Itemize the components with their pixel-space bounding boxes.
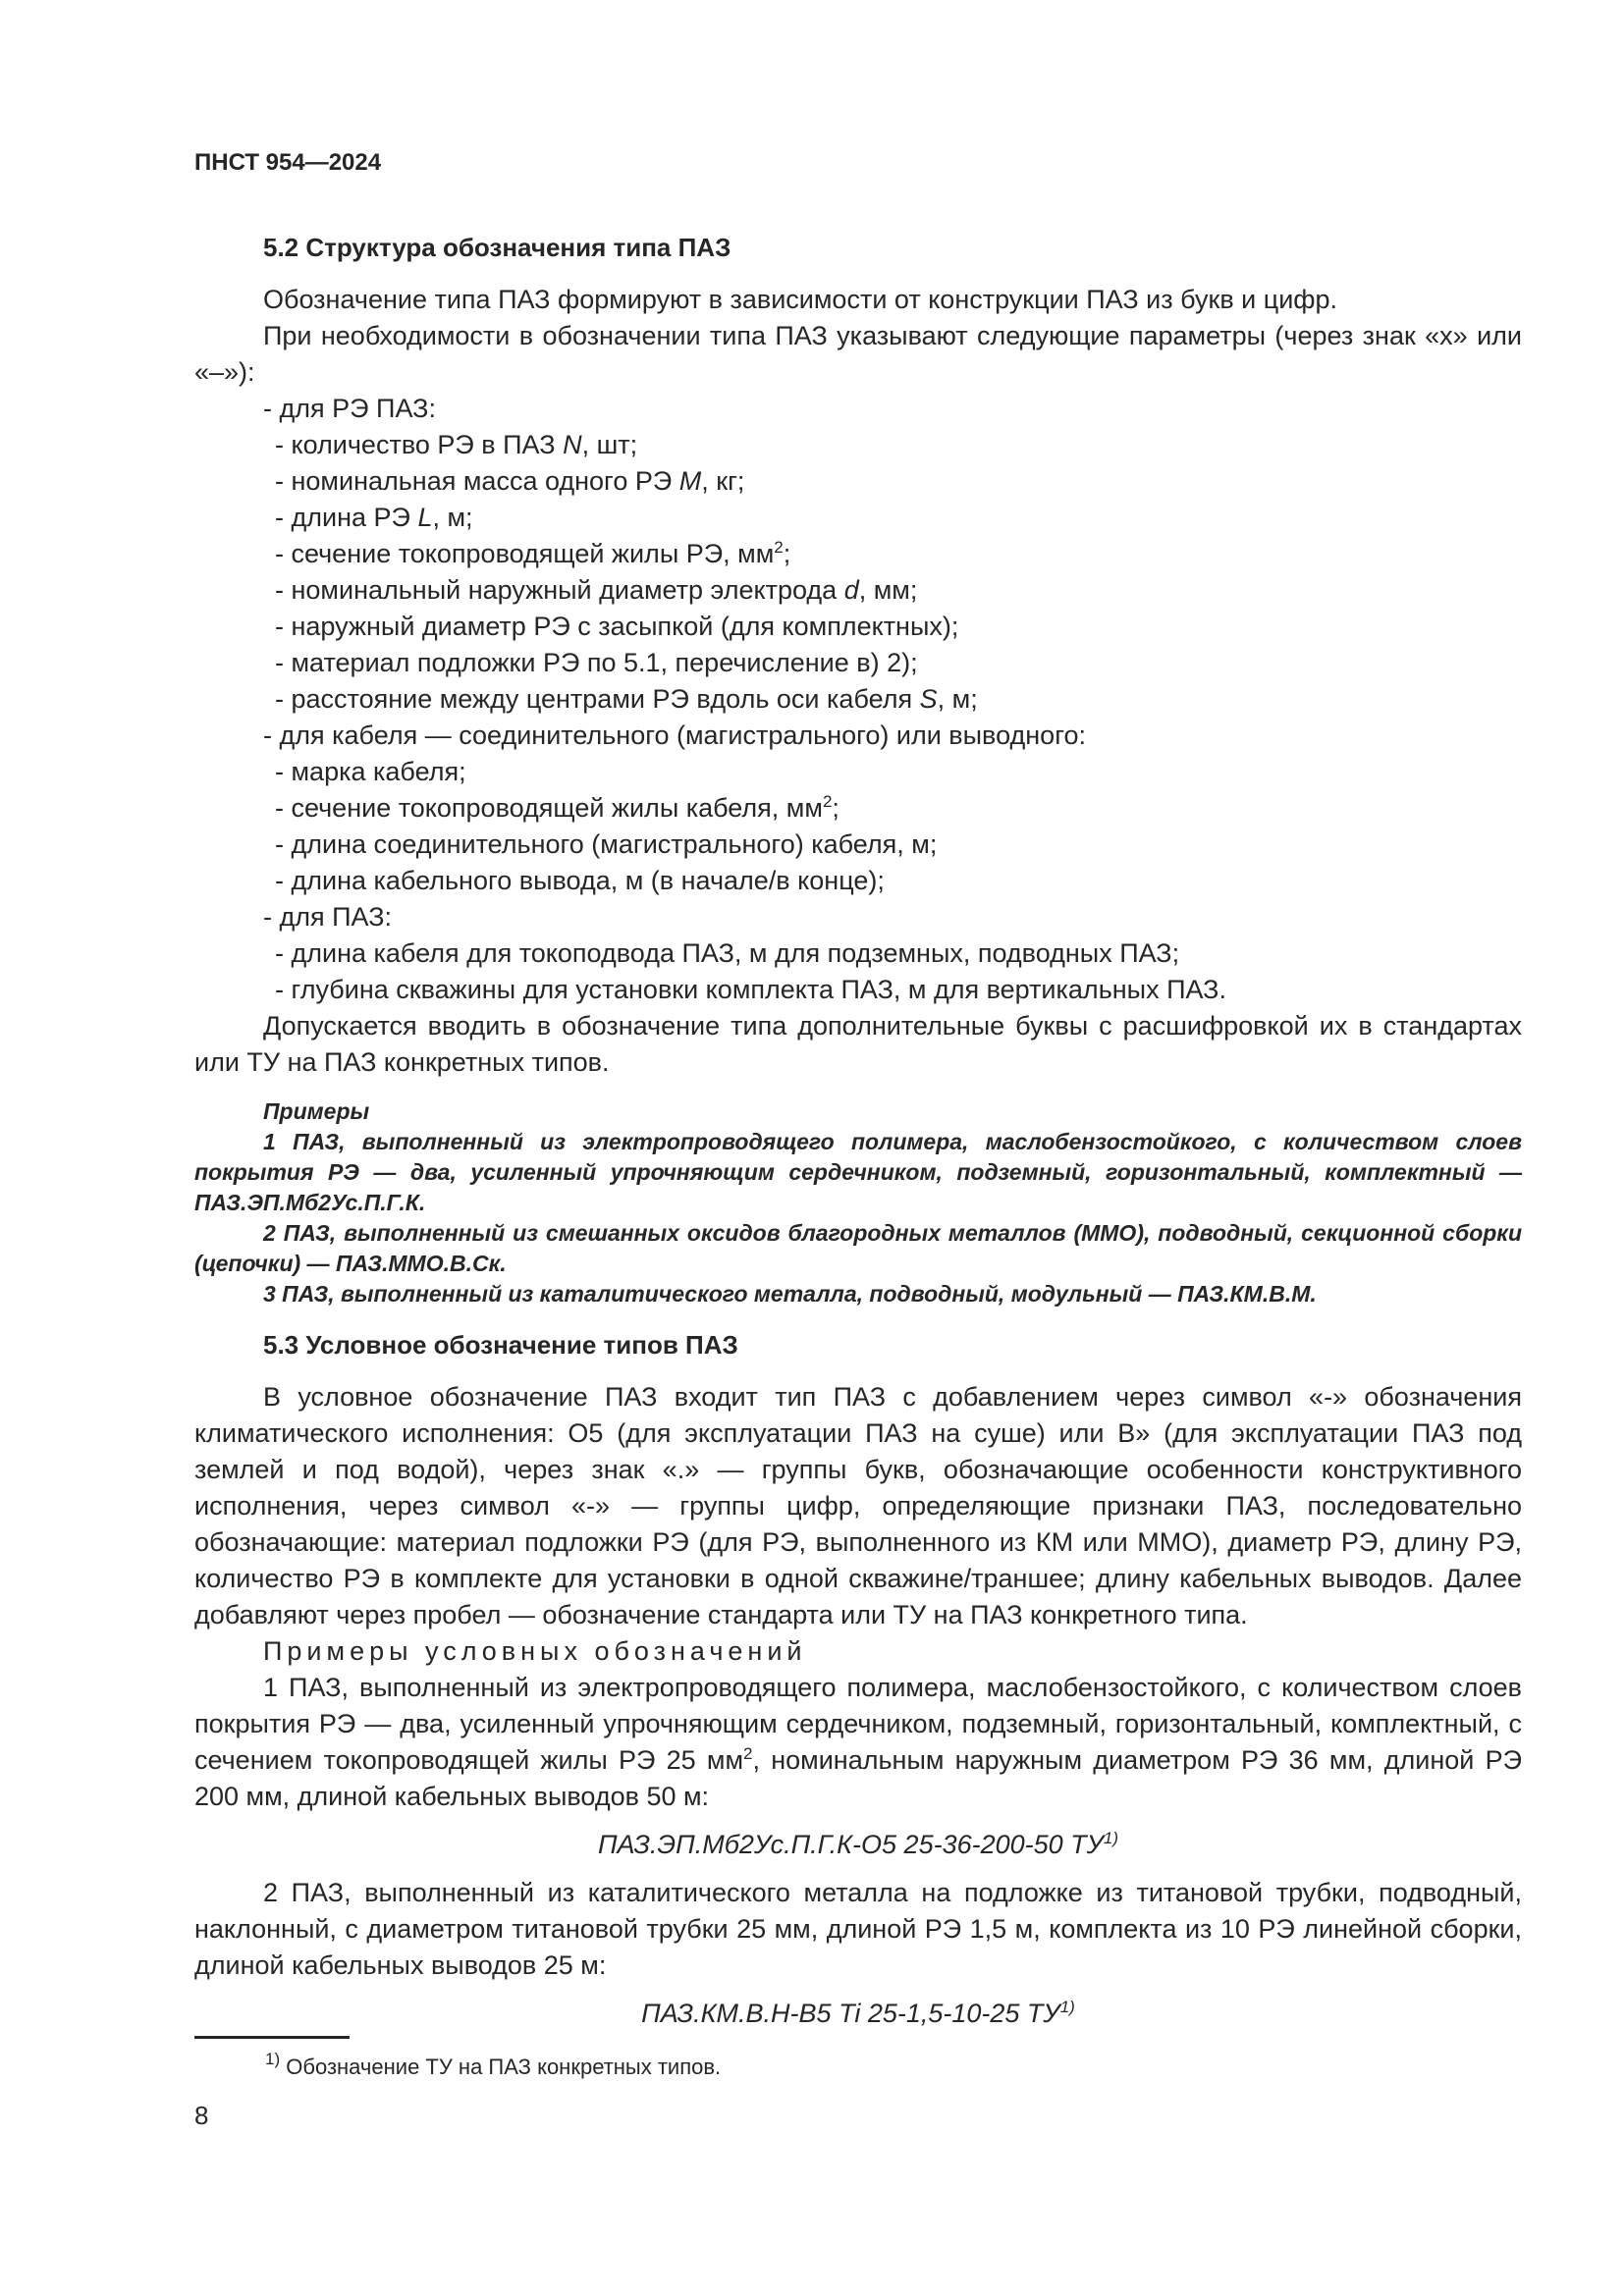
list-item: - сечение токопроводящей жилы кабеля, $мм^2$;: [275, 792, 839, 823]
section-5-3-para-1: В условное обозначение ПАЗ входит тип ПАЗ с добавлением через символ «-» обозначения климатического исполнения: О5 (для эксплуатации ПАЗ на суше) или В» (для эксплуатации ПАЗ под землей и под водой), через знак «.» — группы букв, обозначающие особенности конструктивного исполнения, через символ «-» — группы цифр, определяющие признаки ПАЗ, последовательно обозначающие: материал подложки РЭ (для РЭ, выполненного из КМ или ММО), диаметр РЭ, длину РЭ, количество РЭ в комплекте для установки в одной скважине/траншее; длину кабельных выводов. Далее добавляют через пробел — обозначение стандарта или ТУ на ПАЗ конкретного типа.: [194, 1382, 1522, 1629]
section-5-3: [194, 1327, 1522, 2032]
list-item: - сечение токопроводящей жилы РЭ, $мм^2$;: [275, 538, 791, 568]
paz-list-item: - длина кабеля для токоподвода ПАЗ, м для подземных, подводных ПАЗ;: [275, 938, 1180, 968]
paz-list-header: - для ПАЗ:: [263, 902, 393, 932]
conventional-examples-label: Примеры условных обозначений: [263, 1636, 807, 1666]
section-5-2: [194, 230, 1522, 1309]
cable-list-header: - для кабеля — соединительного (магистрального) или выводного:: [263, 721, 1086, 750]
section-5-2-title: 5.2 Структура обозначения типа ПАЗ: [263, 233, 731, 262]
list-item: - длина РЭ L, м;: [275, 503, 473, 532]
re-list-header: - для РЭ ПАЗ:: [263, 394, 436, 423]
conventional-example-1: 1 ПАЗ, выполненный из электропроводящего полимера, маслобензостойкого, с количеством слоев покрытия РЭ — два, усиленный упрочняющим сердечником, подземный, горизонтальный, комплектный, с сечением токопроводящей жилы РЭ 25 $мм^2$, номинальным наружным диаметром РЭ 36 мм, длиной РЭ 200 мм, длиной кабельных выводов 50 м:: [194, 1673, 1522, 1811]
example-item: 2 ПАЗ, выполненный из смешанных оксидов благородных металлов (ММО), подводный, секционной сборки (цепочки) — ПАЗ.ММО.В.Ск.: [194, 1220, 1522, 1276]
list-item: - марка кабеля;: [275, 757, 466, 786]
list-item: - материал подложки РЭ по 5.1, перечисление в) 2);: [275, 648, 918, 677]
formula-1: ПАЗ.ЭП.Мб2Ус.П.Г.К-О5 25-36-200-50 ТУ$^{1)}$: [597, 1829, 1119, 1859]
section-5-2-para-1: Обозначение типа ПАЗ формируют в зависимости от конструкции ПАЗ из букв и цифр.: [263, 285, 1338, 314]
section-5-3-title: 5.3 Условное обозначение типов ПАЗ: [263, 1330, 738, 1360]
section-5-2-para-2: При необходимости в обозначении типа ПАЗ указывают следующие параметры (через знак «х» или «–»):: [194, 321, 1522, 387]
example-item: 3 ПАЗ, выполненный из каталитического металла, подводный, модульный — ПАЗ.КМ.В.М.: [263, 1281, 1317, 1307]
re-list: [194, 427, 1522, 718]
document-header: ПНСТ 954—2024: [194, 149, 382, 176]
formula-2: ПАЗ.КМ.В.Н-В5 Ti 25-1,5-10-25 ТУ$^{1)}$: [641, 1998, 1075, 2028]
cable-list: [194, 754, 1522, 899]
list-item: - номинальная масса одного РЭ M, кг;: [275, 466, 745, 496]
examples-title: Примеры: [263, 1098, 370, 1124]
section-5-2-para-3: Допускается вводить в обозначение типа дополнительные буквы с расшифровкой их в стандартах или ТУ на ПАЗ конкретных типов.: [194, 1011, 1522, 1077]
list-item: - номинальный наружный диаметр электрода d, мм;: [275, 575, 918, 605]
page-number: 8: [194, 2101, 209, 2130]
footnote-separator: [194, 2036, 350, 2039]
list-item: - длина кабельного вывода, м (в начале/в конце);: [275, 866, 885, 895]
example-item: 1 ПАЗ, выполненный из электропроводящего полимера, маслобензостойкого, с количеством слоев покрытия РЭ — два, усиленный упрочняющим сердечником, подземный, горизонтальный, комплектный — ПАЗ.ЭП.Мб2Ус.П.Г.К.: [194, 1129, 1522, 1215]
conventional-example-2: 2 ПАЗ, выполненный из каталитического металла на подложке из титановой трубки, подводный, наклонный, с диаметром титановой трубки 25 мм, длиной РЭ 1,5 м, комплекта из 10 РЭ линейной сборки, длиной кабельных выводов 25 м:: [194, 1878, 1522, 1980]
paz-list-item: - глубина скважины для установки комплекта ПАЗ, м для вертикальных ПАЗ.: [275, 975, 1226, 1004]
footnote: $^{1)}$ Обозначение ТУ на ПАЗ конкретных типов.: [265, 2050, 722, 2079]
list-item: - расстояние между центрами РЭ вдоль оси кабеля S, м;: [275, 684, 978, 714]
list-item: - количество РЭ в ПАЗ N, шт;: [275, 430, 638, 459]
list-item: - наружный диаметр РЭ с засыпкой (для комплектных);: [275, 612, 959, 641]
list-item: - длина соединительного (магистрального) кабеля, м;: [275, 829, 938, 859]
